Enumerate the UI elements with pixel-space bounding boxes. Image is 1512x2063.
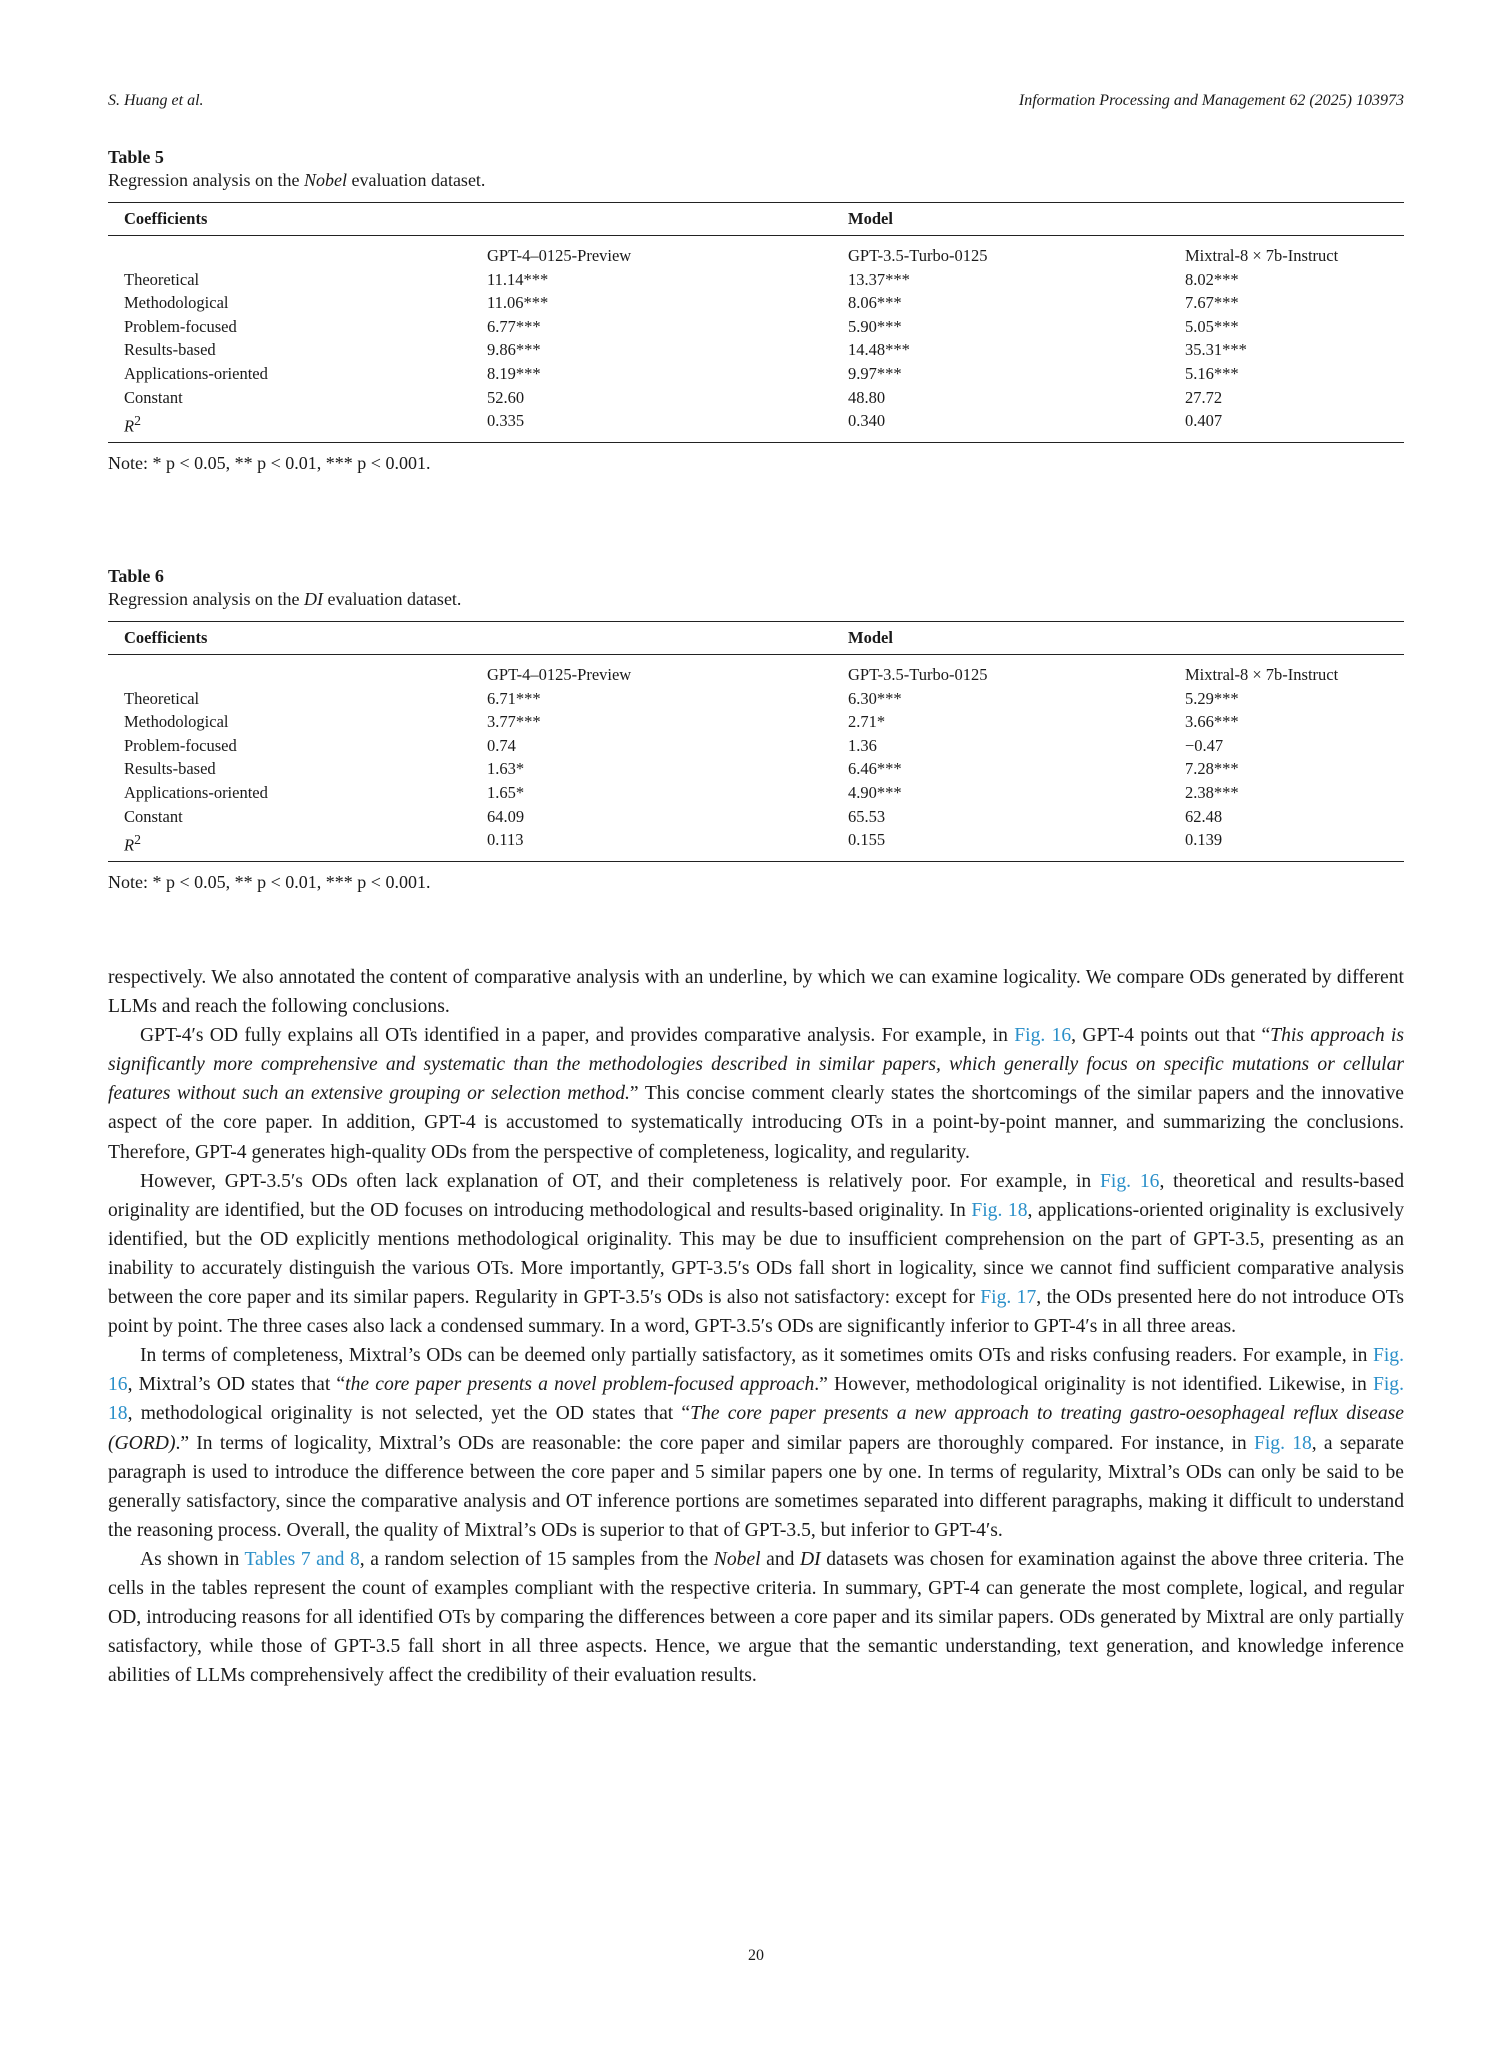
cell: 14.48*** (848, 340, 910, 360)
header-authors: S. Huang et al. (108, 92, 204, 109)
cell: 3.66*** (1185, 712, 1239, 732)
cell: 27.72 (1185, 387, 1223, 407)
table-row (108, 687, 1404, 711)
regression-table-di (108, 621, 1404, 862)
model-name: GPT-3.5-Turbo-0125 (848, 246, 988, 265)
table-row (108, 757, 1404, 781)
model-name: Mixtral-8 × 7b-Instruct (1185, 246, 1339, 265)
table-row (108, 781, 1404, 805)
header-journal: Information Processing and Management 62 (2025) 103973 (1018, 92, 1404, 109)
cell: 3.77*** (487, 712, 541, 732)
paragraph: In terms of completeness, Mixtral’s ODs can be deemed only partially satisfactory, as it sometimes omits OTs and risks confusing readers. For example, in Fig. 16, Mixtral’s OD states that “the core paper presents a novel problem-focused approach.” However, methodological originality is not identified. Likewise, in Fig. 18, methodological originality is not selected, yet the OD states that “The core paper presents a new approach to treating gastro-oesophageal reflux disease (GORD).” In terms of logicality, Mixtral’s ODs are reasonable: the core paper and similar papers are thoroughly compared. For instance, in Fig. 18, a separate paragraph is used to introduce the difference between the core paper and 5 similar papers one by one. In terms of regularity, Mixtral’s ODs can only be said to be generally satisfactory, since the comparative analysis and OT inference portions are sometimes separated into different paragraphs, making it difficult to understand the reasoning process. Overall, the quality of Mixtral’s ODs is superior to that of GPT-3.5, but inferior to GPT-4′s. (108, 1345, 1405, 1541)
cell: 2.71* (848, 712, 886, 732)
cell: 9.97*** (848, 363, 902, 383)
model-name: GPT-4–0125-Preview (487, 665, 632, 684)
cell: 6.30*** (848, 688, 902, 708)
cell: 0.407 (1185, 409, 1404, 443)
model-row (108, 236, 1404, 268)
row-label: $R^2$ (108, 409, 487, 443)
paragraph: GPT-4′s OD fully explains all OTs identified in a paper, and provides comparative analysis. For example, in Fig. 16, GPT-4 points out that “This approach is significantly more comprehensive and systematic than the methodologies described in similar papers, which generally focus on specific mutations or cellular features without such an extensive grouping or selection method.” This concise comment clearly states the shortcomings of the similar papers and the innovative aspect of the core paper. In addition, GPT-4 is accustomed to systematically introducing OTs in a point-by-point manner, and summarizing the conclusions. Therefore, GPT-4 generates high-quality ODs from the perspective of completeness, logicality, and regularity. (108, 1025, 1404, 1163)
fig-17-link[interactable]: Fig. 17 (980, 1287, 1037, 1309)
cell: 7.28*** (1185, 759, 1239, 779)
table-row (108, 291, 1404, 315)
row-label: Problem-focused (124, 735, 237, 755)
row-label: Applications-oriented (124, 782, 268, 802)
cell: 6.77*** (487, 316, 541, 336)
cell: 52.60 (487, 387, 525, 407)
table-row (108, 338, 1404, 362)
table-note: Note: * p < 0.05, ** p < 0.01, *** p < 0.001. (108, 453, 431, 474)
cell: 8.06*** (848, 293, 902, 313)
tables-7-8-link[interactable]: Tables 7 and 8 (244, 1548, 360, 1570)
table-note: Note: * p < 0.05, ** p < 0.01, *** p < 0.001. (108, 872, 431, 893)
table-6-block (108, 565, 1404, 894)
fig-16-link[interactable]: Fig. 16 (1014, 1025, 1072, 1047)
fig-16-link[interactable]: Fig. 16 (1100, 1170, 1160, 1192)
col-header-coefficients: Coefficients (108, 622, 487, 655)
cell: 0.74 (487, 735, 516, 755)
table-caption: Regression analysis on the DI evaluation dataset. (108, 589, 462, 609)
cell: 8.02*** (1185, 269, 1239, 289)
row-label: Methodological (124, 293, 229, 313)
paragraph: respectively. We also annotated the content of comparative analysis with an underline, by which we can examine logicality. We compare ODs generated by different LLMs and reach the following conclusions. (108, 967, 1404, 1018)
cell: 6.71*** (487, 688, 541, 708)
cell: 11.06*** (487, 293, 549, 313)
cell: 0.340 (848, 409, 1185, 443)
row-label: Results-based (124, 759, 216, 779)
cell: 65.53 (848, 806, 886, 826)
table-row (108, 734, 1404, 758)
cell: 1.36 (848, 735, 877, 755)
cell: 2.38*** (1185, 782, 1239, 802)
cell: 5.16*** (1185, 363, 1239, 383)
col-header-model: Model (848, 622, 1185, 655)
table-label: Table 6 (108, 566, 164, 586)
row-label: Theoretical (124, 269, 200, 289)
model-row (108, 655, 1404, 687)
paragraph: However, GPT-3.5′s ODs often lack explanation of OT, and their completeness is relatively poor. For example, in Fig. 16, theoretical and results-based originality are identified, but the OD focuses on introducing methodological and results-based originality. In Fig. 18, applications-oriented originality is exclusively identified, but the OD explicitly mentions methodological originality. This may be due to insufficient comprehension on the part of GPT-3.5, presenting as an inability to accurately distinguish the various OTs. More importantly, GPT-3.5′s ODs fall short in logicality, since we cannot find sufficient comparative analysis between the core paper and its similar papers. Regularity in GPT-3.5′s ODs is also not satisfactory: except for Fig. 17, the ODs presented here do not introduce OTs point by point. The three cases also lack a condensed summary. In a word, GPT-3.5′s ODs are significantly inferior to GPT-4′s in all three areas. (108, 1170, 1405, 1338)
table-row (108, 409, 1404, 443)
cell: −0.47 (1185, 735, 1224, 755)
table-row (108, 710, 1404, 734)
cell: 6.46*** (848, 759, 902, 779)
model-name: GPT-4–0125-Preview (487, 246, 632, 265)
table-row (108, 828, 1404, 862)
table-row (108, 268, 1404, 292)
fig-16-link[interactable]: Fig. 16 (108, 1345, 1404, 1396)
row-label: Methodological (124, 712, 229, 732)
cell: 7.67*** (1185, 293, 1239, 313)
body-text (108, 963, 1404, 1690)
table-caption: Regression analysis on the Nobel evaluation dataset. (108, 170, 486, 190)
row-label: Constant (124, 806, 183, 826)
page-number: 20 (748, 1947, 764, 1964)
row-label: Results-based (124, 340, 216, 360)
cell: 9.86*** (487, 340, 541, 360)
paragraph: As shown in Tables 7 and 8, a random selection of 15 samples from the Nobel and DI datasets was chosen for examination against the above three criteria. The cells in the tables represent the count of examples compliant with the respective criteria. In summary, GPT-4 can generate the most complete, logical, and regular OD, introducing reasons for all identified OTs by comparing the differences between a core paper and its similar papers. ODs generated by Mixtral are only partially satisfactory, while those of GPT-3.5 fall short in all three aspects. Hence, we argue that the semantic understanding, text generation, and knowledge inference abilities of LLMs comprehensively affect the credibility of their evaluation results. (108, 1548, 1405, 1687)
cell: 4.90*** (848, 782, 902, 802)
col-header-coefficients: Coefficients (108, 203, 487, 236)
row-label: Theoretical (124, 688, 200, 708)
row-label: $R^2$ (108, 828, 487, 862)
cell: 5.05*** (1185, 316, 1239, 336)
table-5-block (108, 146, 1404, 475)
cell: 62.48 (1185, 806, 1223, 826)
running-head (108, 92, 1404, 116)
cell: 1.65* (487, 782, 525, 802)
cell: 8.19*** (487, 363, 541, 383)
row-label: Applications-oriented (124, 363, 268, 383)
row-label: Problem-focused (124, 316, 237, 336)
fig-18-link[interactable]: Fig. 18 (108, 1374, 1405, 1425)
cell: 0.335 (487, 409, 848, 443)
table-row (108, 386, 1404, 410)
table-row (108, 805, 1404, 829)
cell: 13.37*** (848, 269, 910, 289)
model-name: Mixtral-8 × 7b-Instruct (1185, 665, 1339, 684)
cell: 0.155 (848, 828, 1185, 862)
cell: 11.14*** (487, 269, 549, 289)
model-name: GPT-3.5-Turbo-0125 (848, 665, 988, 684)
fig-18-link[interactable]: Fig. 18 (1253, 1432, 1312, 1454)
table-row (108, 315, 1404, 339)
cell: 1.63* (487, 759, 525, 779)
row-label: Constant (124, 387, 183, 407)
table-label: Table 5 (108, 147, 164, 167)
cell: 0.139 (1185, 828, 1404, 862)
cell: 48.80 (848, 387, 886, 407)
cell: 5.90*** (848, 316, 902, 336)
cell: 64.09 (487, 806, 525, 826)
regression-table-nobel (108, 202, 1404, 443)
cell: 35.31*** (1185, 340, 1247, 360)
cell: 0.113 (487, 828, 848, 862)
col-header-model: Model (848, 203, 1185, 236)
cell: 5.29*** (1185, 688, 1239, 708)
table-row (108, 362, 1404, 386)
fig-18-link[interactable]: Fig. 18 (971, 1199, 1028, 1221)
